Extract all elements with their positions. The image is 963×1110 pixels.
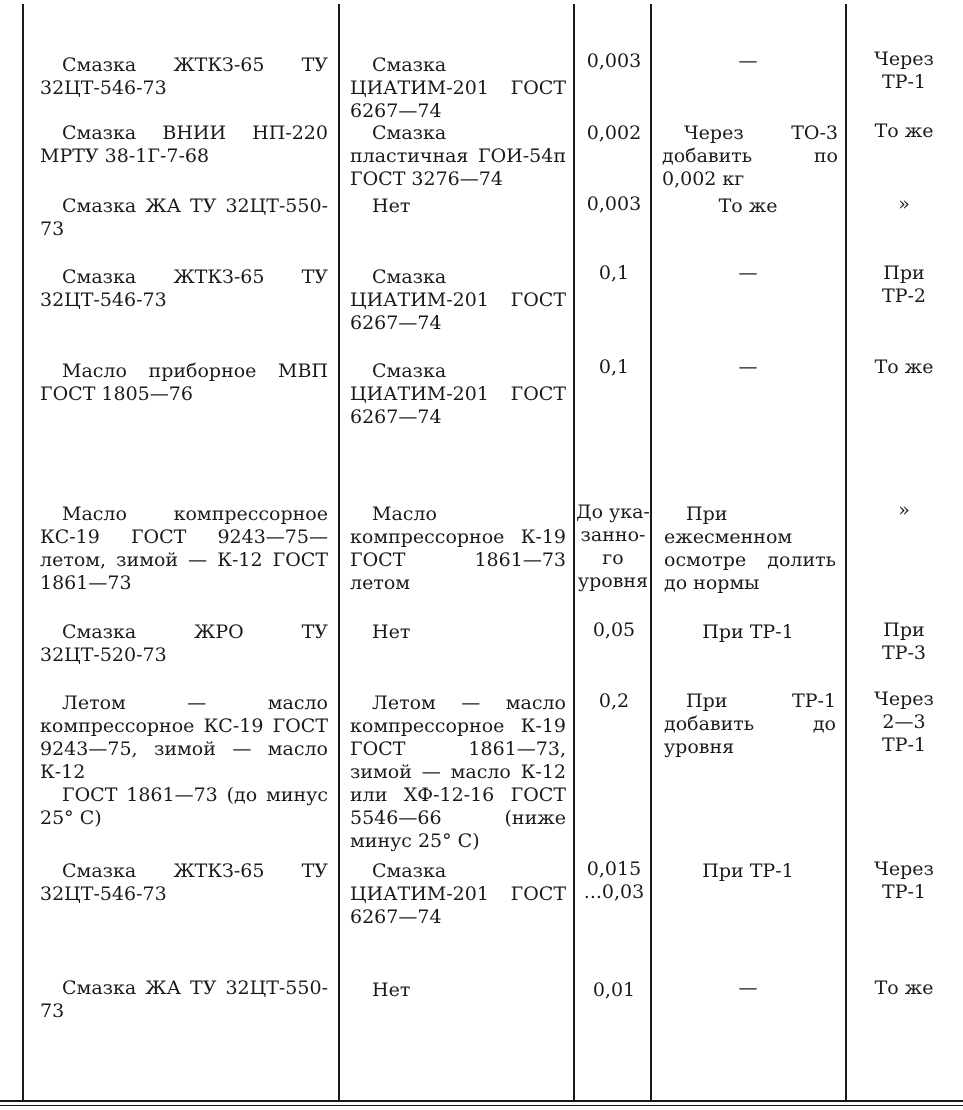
row-4-amount: 0,1 bbox=[598, 262, 630, 284]
row-7-period: При ТР-3 bbox=[882, 619, 926, 664]
row-6-note: При ежесменном осмотре долить до нормы bbox=[664, 503, 836, 594]
column-divider-2 bbox=[573, 4, 575, 1100]
row-9-lubricant: Смазка ЖТКЗ-65 ТУ 32ЦТ-546-73 bbox=[40, 860, 328, 905]
row-8-substitute: Летом — масло компрессорное К-19 ГОСТ 1861—73, зимой — масло К-12 или ХФ-12-16 ГОСТ 5546—66 (ниже минус 25° С) bbox=[350, 692, 566, 852]
row-6-substitute: Масло компрессорное К-19 ГОСТ 1861—73 летом bbox=[350, 503, 566, 594]
row-6-amount: До ука-заннo-го уровня bbox=[576, 501, 650, 592]
row-2-note: Через ТО-3 добавить по 0,002 кг bbox=[662, 122, 838, 190]
row-10-substitute: Нет bbox=[372, 979, 411, 1001]
row-7-substitute: Нет bbox=[372, 621, 411, 643]
row-9-amount: 0,015 ...0,03 bbox=[583, 858, 645, 903]
row-3-lubricant: Смазка ЖА ТУ 32ЦТ-550-73 bbox=[40, 195, 328, 240]
row-8-lubricant: Летом — масло компрессорное КС-19 ГОСТ 9243—75, зимой — масло К-12 bbox=[40, 692, 328, 783]
row-5-substitute: Смазка ЦИАТИМ-201 ГОСТ 6267—74 bbox=[350, 360, 566, 428]
row-8-note: При ТР-1 добавить до уровня bbox=[664, 690, 836, 758]
row-7-note: При ТР-1 bbox=[702, 621, 794, 643]
row-5-amount: 0,1 bbox=[598, 356, 630, 378]
row-6-lubricant: Масло компрессорное КС-19 ГОСТ 9243—75— летом, зимой — К-12 ГОСТ 1861—73 bbox=[40, 503, 328, 594]
row-5-period: То же bbox=[874, 356, 934, 378]
table-bottom-rule-2 bbox=[0, 1105, 963, 1106]
row-3-substitute: Нет bbox=[372, 195, 411, 217]
row-9-note: При ТР-1 bbox=[702, 860, 794, 882]
row-10-amount: 0,01 bbox=[592, 979, 636, 1001]
row-2-substitute: Смазка пластичная ГОИ-54п ГОСТ 3276—74 bbox=[350, 122, 566, 190]
row-5-note: — bbox=[738, 356, 758, 378]
row-6-period: » bbox=[898, 499, 910, 521]
column-divider-3 bbox=[650, 4, 652, 1100]
row-7-amount: 0,05 bbox=[592, 619, 636, 641]
column-divider-1 bbox=[338, 4, 340, 1100]
row-2-lubricant: Смазка ВНИИ НП-220 МРТУ 38-1Г-7-68 bbox=[40, 122, 328, 167]
table-bottom-rule bbox=[0, 1100, 963, 1102]
row-4-period: При ТР-2 bbox=[882, 262, 926, 307]
row-9-period: Через ТР-1 bbox=[874, 858, 934, 903]
row-3-amount: 0,003 bbox=[586, 193, 642, 215]
row-1-period: Через ТР-1 bbox=[874, 48, 934, 93]
row-2-period: То же bbox=[874, 120, 934, 142]
row-8-amount: 0,2 bbox=[598, 690, 630, 712]
row-1-substitute: Смазка ЦИАТИМ-201 ГОСТ 6267—74 bbox=[350, 54, 566, 122]
row-1-note: — bbox=[738, 50, 758, 72]
row-10-lubricant: Смазка ЖА ТУ 32ЦТ-550-73 bbox=[40, 977, 328, 1022]
row-1-amount: 0,003 bbox=[586, 50, 642, 72]
row-10-period: То же bbox=[874, 977, 934, 999]
row-8-lubricant-cont: ГОСТ 1861—73 (до минус 25° С) bbox=[40, 784, 328, 829]
row-4-lubricant: Смазка ЖТКЗ-65 ТУ 32ЦТ-546-73 bbox=[40, 266, 328, 311]
row-5-lubricant: Масло приборное МВП ГОСТ 1805—76 bbox=[40, 360, 328, 405]
row-7-lubricant: Смазка ЖРО ТУ 32ЦТ-520-73 bbox=[40, 621, 328, 666]
row-3-note: То же bbox=[718, 195, 778, 217]
row-2-amount: 0,002 bbox=[586, 122, 642, 144]
row-10-note: — bbox=[738, 977, 758, 999]
row-8-period: Через 2—3 ТР-1 bbox=[874, 688, 934, 756]
row-4-note: — bbox=[738, 262, 758, 284]
row-9-substitute: Смазка ЦИАТИМ-201 ГОСТ 6267—74 bbox=[350, 860, 566, 928]
table-left-border bbox=[22, 4, 24, 1100]
column-divider-4 bbox=[845, 4, 847, 1100]
row-1-lubricant: Смазка ЖТКЗ-65 ТУ 32ЦТ-546-73 bbox=[40, 54, 328, 99]
row-3-period: » bbox=[898, 193, 910, 215]
row-4-substitute: Смазка ЦИАТИМ-201 ГОСТ 6267—74 bbox=[350, 266, 566, 334]
